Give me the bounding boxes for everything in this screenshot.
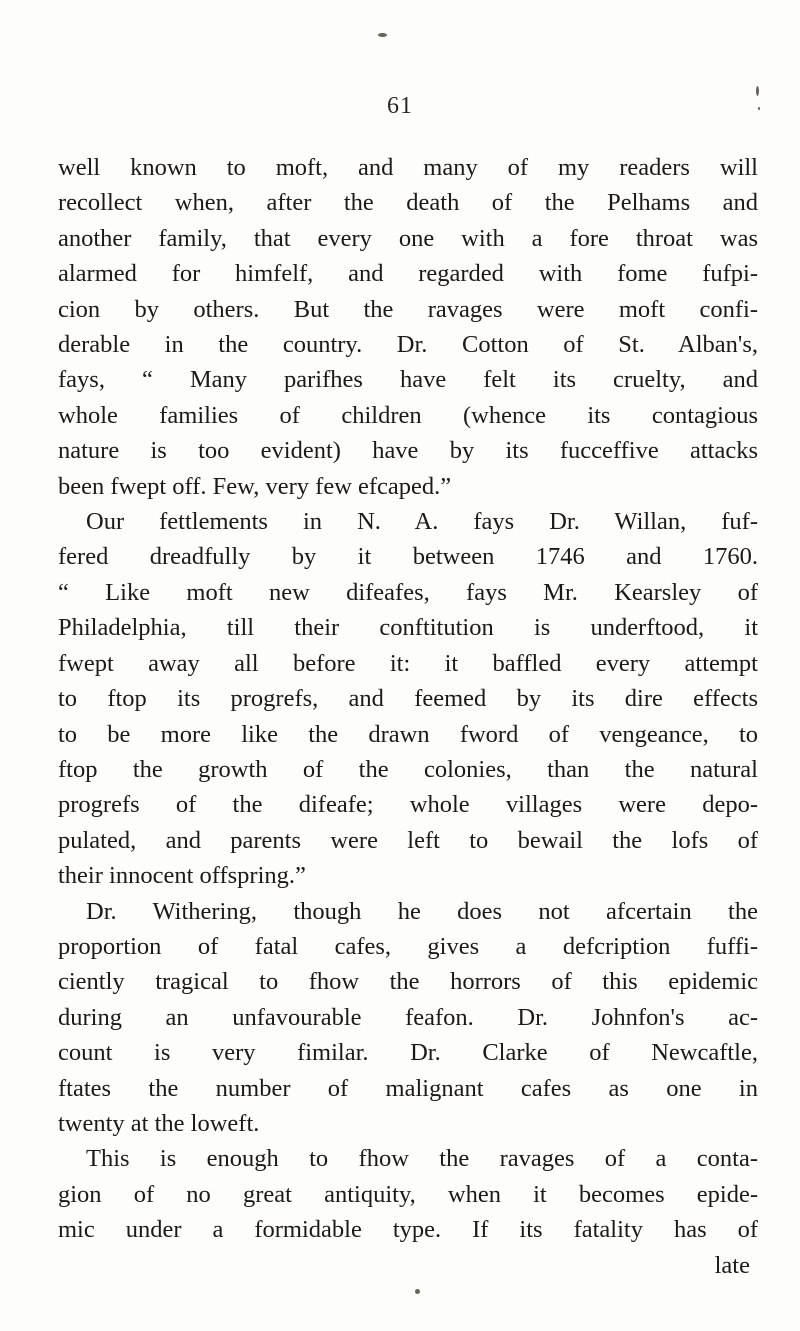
paragraph-start-line: This is enough to fhow the ravages of a conta- xyxy=(86,1145,758,1173)
text-line: gion of no great antiquity, when it becomes epide- xyxy=(58,1180,758,1208)
paragraph-start-line: Dr. Withering, though he does not afcertain the xyxy=(86,897,758,925)
text-line: another family, that every one with a fore throat was xyxy=(58,224,758,252)
text-line: to ftop its progrefs, and feemed by its dire effects xyxy=(58,685,758,713)
text-line: whole families of children (whence its contagious xyxy=(58,401,758,429)
text-line: been fwept off. Few, very few efcaped.” xyxy=(58,472,452,500)
text-line: during an unfavourable feafon. Dr. Johnfon's ac- xyxy=(58,1003,758,1031)
text-line: fays, “ Many parifhes have felt its cruelty, and xyxy=(58,366,758,394)
text-line: “ Like moft new difeafes, fays Mr. Kearsley of xyxy=(58,578,758,606)
text-line: mic under a formidable type. If its fatality has of xyxy=(58,1216,758,1244)
text-line: fered dreadfully by it between 1746 and 1760. xyxy=(58,543,758,571)
text-line: recollect when, after the death of the Pelhams and xyxy=(58,189,758,217)
text-line: pulated, and parents were left to bewail the lofs of xyxy=(58,826,758,854)
text-line: cion by others. But the ravages were moft confi- xyxy=(58,295,758,323)
text-line: alarmed for himfelf, and regarded with fome fufpi- xyxy=(58,260,758,288)
text-line: ftates the number of malignant cafes as one in xyxy=(58,1074,758,1102)
text-line: count is very fimilar. Dr. Clarke of Newcaftle, xyxy=(58,1039,758,1067)
text-line: fwept away all before it: it baffled every attempt xyxy=(58,649,758,677)
text-line: Philadelphia, till their conftitution is underftood, it xyxy=(58,614,758,642)
text-line: derable in the country. Dr. Cotton of St. Alban's, xyxy=(58,331,758,359)
text-line: progrefs of the difeafe; whole villages were depo- xyxy=(58,791,758,819)
body-text xyxy=(58,150,758,1283)
text-line: ciently tragical to fhow the horrors of this epidemic xyxy=(58,968,758,996)
catchword: late xyxy=(714,1251,750,1279)
ink-speck xyxy=(415,1289,420,1294)
text-line: proportion of fatal cafes, gives a defcription fuffi- xyxy=(58,932,758,960)
ink-speck xyxy=(758,107,760,110)
text-line: their innocent offspring.” xyxy=(58,862,306,890)
text-line: well known to moft, and many of my readers will xyxy=(58,154,758,181)
text-line: nature is too evident) have by its fucceffive attacks xyxy=(58,437,758,465)
ink-speck xyxy=(378,33,387,37)
ink-speck xyxy=(756,86,759,96)
text-line: twenty at the loweft. xyxy=(58,1109,260,1137)
text-line: ftop the growth of the colonies, than the natural xyxy=(58,755,758,783)
page-number: 61 xyxy=(387,93,413,119)
paragraph-start-line: Our fettlements in N. A. fays Dr. Willan, fuf- xyxy=(86,508,758,536)
text-line: to be more like the drawn fword of vengeance, to xyxy=(58,720,758,748)
